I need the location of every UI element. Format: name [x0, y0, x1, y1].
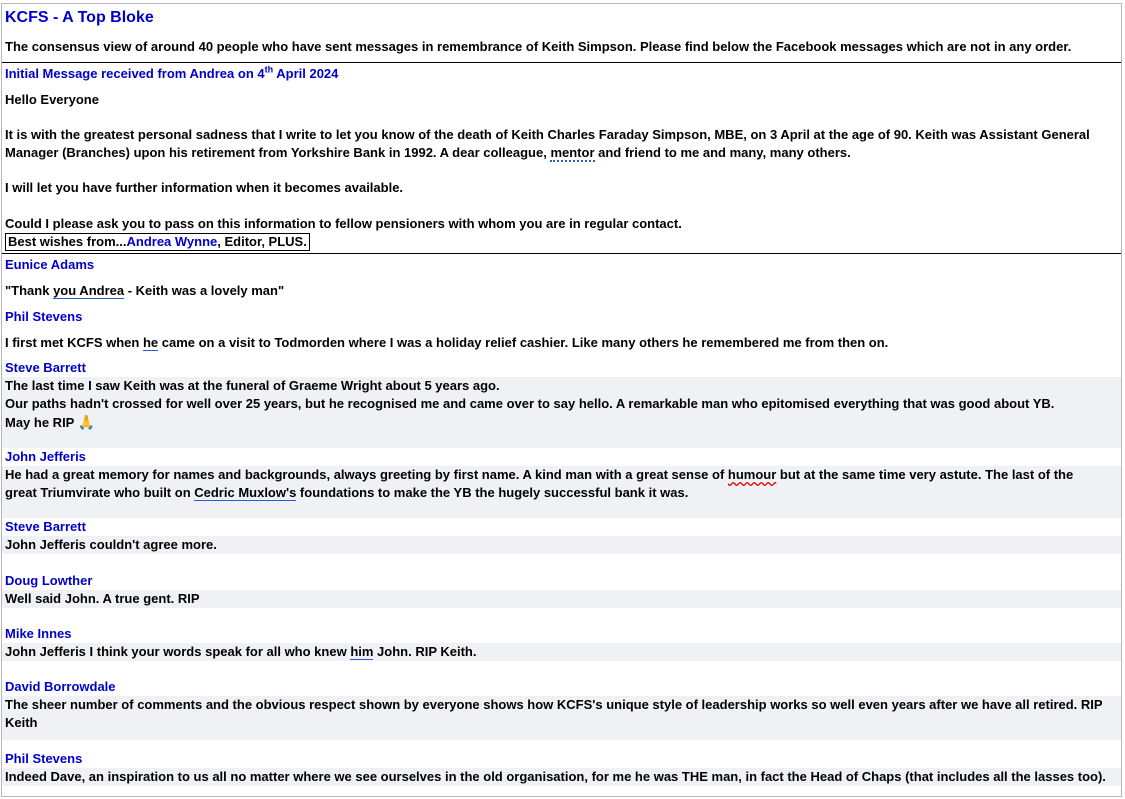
signature — [2, 233, 1121, 251]
message-block: The last time I saw Keith was at the funeral of Graeme Wright about 5 years ago. Our paths hadn't crossed for well over 25 years, but he recognised me and came over to say hello. A remarkable man who epitomised everything that was good about YB. May he RIP 🙏 — [2, 377, 1121, 448]
message-block: John Jefferis couldn't agree more. — [2, 536, 1121, 554]
message-block: The sheer number of comments and the obvious respect shown by everyone shows how KCFS's unique style of leadership works so well even years after we have all retired. RIP Keith — [2, 696, 1121, 740]
message-author: David Borrowdale — [5, 679, 116, 694]
author-link[interactable]: Andrea Wynne — [126, 234, 218, 249]
initial-message-section — [2, 63, 1121, 254]
message-block: Well said John. A true gent. RIP — [2, 590, 1121, 608]
greeting: Hello Everyone — [5, 92, 99, 107]
signature-box: Best wishes from...Andrea Wynne, Editor, PLUS. — [5, 233, 310, 251]
intro-text: The consensus view of around 40 people who have sent messages in remembrance of Keith Simpson. Please find below the Facebook messages which are not in any order. — [5, 39, 1072, 54]
message-author: Eunice Adams — [5, 257, 95, 272]
header-section — [2, 4, 1121, 63]
page-title: KCFS - A Top Bloke — [5, 9, 154, 26]
message-author: Phil Stevens — [5, 309, 83, 324]
message-block: John Jefferis I think your words speak for all who knew him John. RIP Keith. — [2, 643, 1121, 661]
message-block: He had a great memory for names and backgrounds, always greeting by first name. A kind man with a great sense of humour but at the same time very astute. The last of the great Triumvirate who built on Cedric Muxlow's foundations to make the YB the hugely successful bank it was. — [2, 466, 1121, 518]
paragraph-2: I will let you have further information when it becomes available. — [5, 180, 404, 195]
message-author: Phil Stevens — [5, 751, 83, 766]
message-author: Doug Lowther — [5, 573, 93, 588]
document-page — [1, 3, 1122, 797]
messages-section — [2, 254, 1121, 786]
message-author: Steve Barrett — [5, 519, 86, 534]
paragraph-3: Could I please ask you to pass on this information to fellow pensioners with whom you are in regular contact. — [5, 216, 682, 231]
message-text: I first met KCFS when he came on a visit to Todmorden where I was a holiday relief cashier. Like many others he remembered me from then on. — [5, 335, 889, 350]
message-block: Indeed Dave, an inspiration to us all no matter where we see ourselves in the old organisation, for me he was THE man, in fact the Head of Chaps (that includes all the lasses too). — [2, 768, 1121, 786]
message-author: Steve Barrett — [5, 360, 86, 375]
paragraph-1: It is with the greatest personal sadness that I write to let you know of the death of Keith Charles Faraday Simpson, MBE, on 3 April at the age of 90. Keith was Assistant General Manager (Branches) upon his retirement from Yorkshire Bank in 1992. A dear colleague, mentor and friend to me and many, many others. — [5, 127, 1090, 160]
initial-message-heading: Initial Message received from Andrea on 4th April 2024 — [5, 64, 339, 81]
message-text: "Thank you Andrea - Keith was a lovely man" — [5, 283, 285, 298]
message-author: John Jefferis — [5, 449, 86, 464]
praying-hands-icon: 🙏 — [77, 414, 96, 430]
message-author: Mike Innes — [5, 626, 72, 641]
